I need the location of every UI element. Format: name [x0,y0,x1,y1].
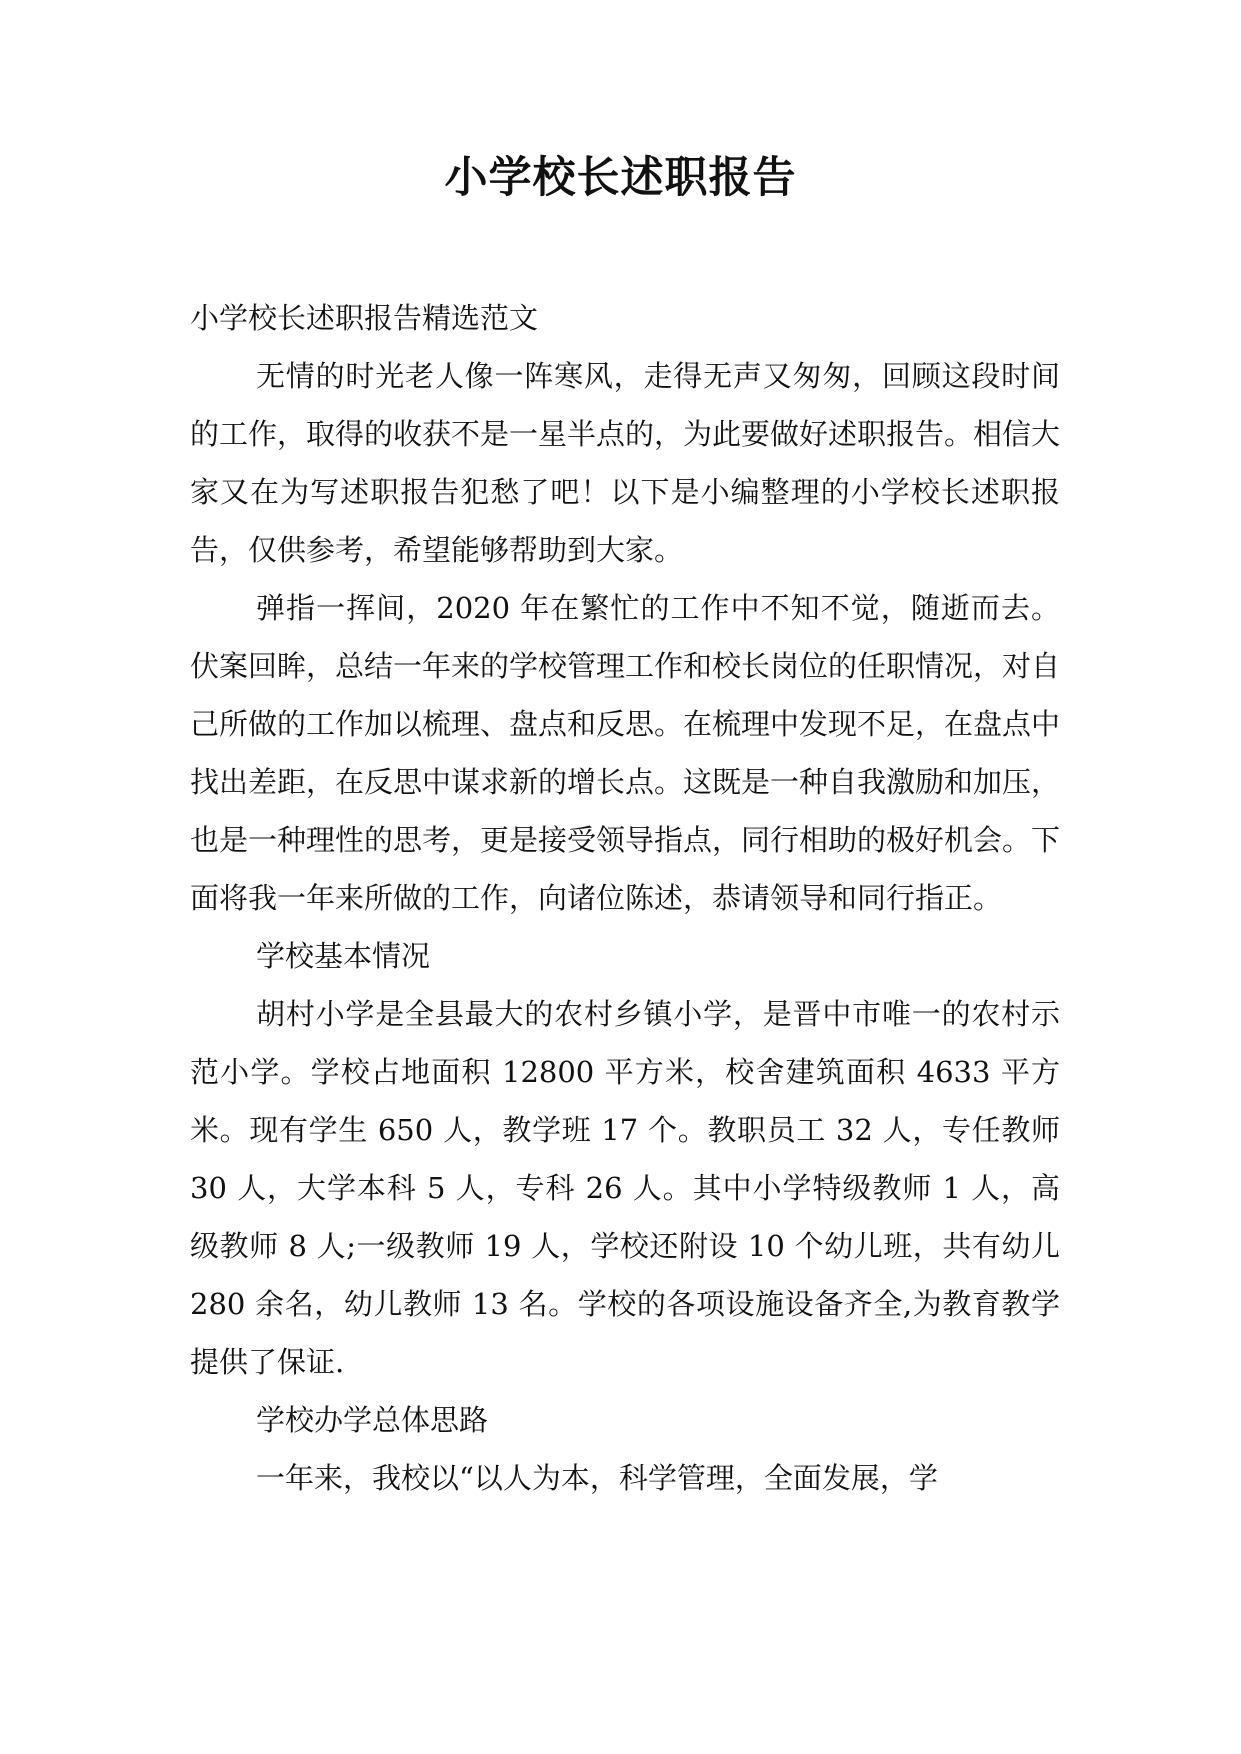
paragraph-intro: 无情的时光老人像一阵寒风，走得无声又匆匆，回顾这段时间的工作，取得的收获不是一星半点的，为此要做好述职报告。相信大家又在为写述职报告犯愁了吧！以下是小编整理的小学校长述职报告，仅供参考，希望能够帮助到大家。 [190,359,1061,567]
paragraph-basic-info: 胡村小学是全县最大的农村乡镇小学，是晋中市唯一的农村示范小学。学校占地面积 12800 平方米，校舍建筑面积 4633 平方米。现有学生 650 人，教学班 17 个。教职员工 32 人，专任教师 30 人，大学本科 5 人，专科 26 人。其中小学特级教师 1 人，高级教师 8 人;一级教师 19 人，学校还附设 10 个幼儿班，共有幼儿 280 余名，幼儿教师 13 名。学校的各项设施设备齐全,为教育教学提供了保证. [190,997,1060,1379]
section-heading-basic-info: 学校基本情况 [256,939,431,973]
document-title: 小学校长述职报告 [444,153,797,203]
paragraph-overall-approach: 一年来，我校以“以人为本，科学管理，全面发展，学 [256,1461,938,1495]
document-subtitle: 小学校长述职报告精选范文 [190,301,539,335]
section-heading-overall-approach: 学校办学总体思路 [256,1403,489,1437]
paragraph-review: 弹指一挥间，2020 年在繁忙的工作中不知不觉，随逝而去。伏案回眸，总结一年来的学校管理工作和校长岗位的任职情况，对自己所做的工作加以梳理、盘点和反思。在梳理中发现不足，在盘点中找出差距，在反思中谋求新的增长点。这既是一种自我激励和加压，也是一种理性的思考，更是接受领导指点，同行相助的极好机会。下面将我一年来所做的工作，向诸位陈述，恭请领导和同行指正。 [190,591,1061,915]
document-body [190,289,1060,1507]
